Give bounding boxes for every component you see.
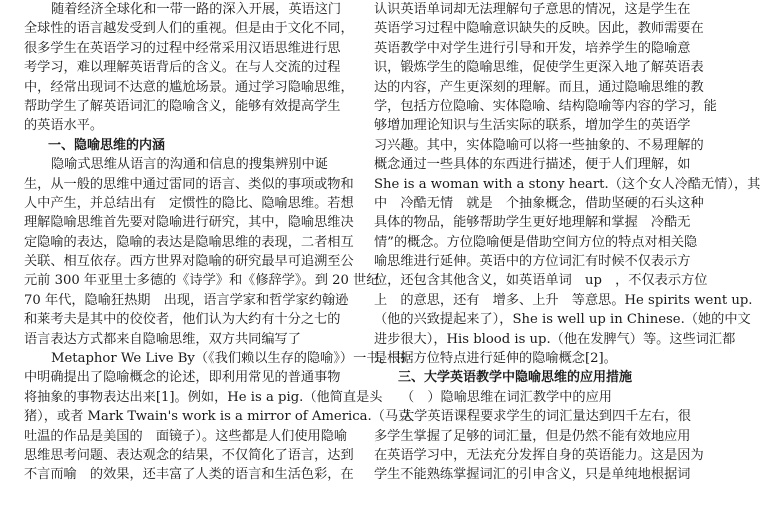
- paragraph-line: 定隐喻的表达，隐喻的表达是隐喻思维的表现，二者相互: [24, 234, 354, 250]
- paragraph-line: 英语学习过程中隐喻意识缺失的反映。因此，教师需要在: [374, 21, 704, 37]
- paragraph-line: 学，包括方位隐喻、实体隐喻、结构隐喻等内容的学习，能: [374, 98, 717, 114]
- paragraph-line: 将抽象的事物表达出来[1]。例如，He is a pig.（他简直是头: [24, 389, 383, 405]
- paragraph-line: 和莱考夫是其中的佼佼者，他们认为大约有十分之七的: [24, 312, 341, 328]
- paragraph-line: 是根据方位特点进行延伸的隐喻概念[2]。: [374, 351, 617, 367]
- paragraph-line: 中明确提出了隐喻概念的论述，即利用常见的普通事物: [24, 370, 341, 386]
- paragraph-line: 全球性的语言越发受到人们的重视。但是由于文化不同，: [24, 21, 354, 37]
- paragraph-line: 情”的概念。方位隐喻便是借助空间方位的特点对相关隐: [374, 234, 698, 250]
- paragraph-line: 学生不能熟练掌握词汇的引申含义，只是单纯地根据词: [374, 467, 691, 483]
- paragraph-line: 具体的物品，能够帮助学生更好地理解和掌握 冷酷无: [374, 215, 691, 231]
- paragraph-line: 思维思考问题、表达观念的结果，不仅简化了语言，达到: [24, 447, 354, 463]
- subsection-heading: （ ）隐喻思维在词汇教学中的应用: [401, 389, 612, 405]
- paragraph-line: 进步很大），His blood is up.（他在发脾气）等。这些词汇都: [374, 331, 736, 347]
- paragraph-line: （他的兴致提起来了），She is well up in Chinese.（她的中文: [374, 312, 751, 328]
- paragraph-line: 随着经济全球化和一带一路的深入开展，英语这门: [51, 2, 342, 17]
- left-column: [24, 0, 412, 485]
- paragraph-line: She is a woman with a stony heart.（这个女人冷酷无情），其: [374, 176, 760, 192]
- paragraph-line: 关联、相互依存。西方世界对隐喻的研究最早可追溯至公: [24, 254, 354, 270]
- paragraph-line: 不言而喻 的效果，还丰富了人类的语言和生活色彩，在: [24, 467, 354, 483]
- paragraph-line: 位，还包含其他含义，如英语单词 up ，不仅表示方位: [374, 273, 708, 289]
- paragraph-line: 认识英语单词却无法理解句子意思的情况，这是学生在: [374, 2, 691, 17]
- paragraph-line: 的英语水平。: [24, 118, 104, 134]
- paragraph-line: 习兴趣。其中，实体隐喻可以将一些抽象的、不易理解的: [374, 137, 704, 153]
- paragraph-line: 理解隐喻思维首先要对隐喻进行研究，其中，隐喻思维决: [24, 215, 354, 231]
- paragraph-line: 英语教学中对学生进行引导和开发，培养学生的隐喻意: [374, 40, 691, 56]
- paragraph-line: 多学生掌握了足够的词汇量，但是仍然不能有效地应用: [374, 428, 691, 444]
- paragraph-line: 很多学生在英语学习的过程中经常采用汉语思维进行思: [24, 40, 341, 56]
- paragraph-line: 上 的意思，还有 增多、上升 等意思。He spirits went up.: [374, 292, 753, 308]
- paragraph-line: 够增加理论知识与生活实际的联系，增加学生的英语学: [374, 118, 691, 134]
- paragraph-line: 喻思维进行延伸。英语中的方位词汇有时候不仅表示方: [374, 254, 691, 270]
- paragraph-line: 中 冷酷无情 就是 个抽象概念，借助坚硬的石头这种: [374, 195, 704, 211]
- paragraph-line: 达的内容，产生更深刻的理解。而且，通过隐喻思维的教: [374, 79, 704, 95]
- section-heading: 一、隐喻思维的内涵: [48, 137, 166, 153]
- paragraph-line: 在英语学习中，无法充分发挥自身的英语能力。这是因为: [374, 447, 704, 463]
- paragraph-line: 语言表达方式都来自隐喻思维，双方共同编写了: [24, 331, 301, 347]
- paragraph-line: 考学习，难以理解英语背后的含义。在与人交流的过程: [24, 60, 341, 76]
- paragraph-line: 大学英语课程要求学生的词汇量达到四千左右，很: [401, 409, 692, 425]
- paragraph-line: 隐喻式思维从语言的沟通和信息的搜集辨别中诞: [51, 157, 328, 173]
- paragraph-line: 帮助学生了解英语词汇的隐喻含义，能够有效提高学生: [24, 98, 341, 114]
- section-heading: 三、大学英语教学中隐喻思维的应用措施: [398, 370, 633, 386]
- paragraph-line: 70 年代，隐喻狂热期 出现，语言学家和哲学家约翰逊: [24, 292, 349, 308]
- paragraph-line: 识，锻炼学生的隐喻思维，促使学生更深入地了解英语表: [374, 60, 704, 76]
- paragraph-line: 元前 300 年亚里士多德的《诗学》和《修辞学》。到 20 世纪: [24, 273, 380, 289]
- paragraph-line: 人中产生，并总结出有 定惯性的隐比、隐喻思维。若想: [24, 195, 354, 211]
- paragraph-line: 猪），或者 Mark Twain's work is a mirror of America.（马克: [24, 409, 412, 425]
- paragraph-line: 中，经常出现词不达意的尴尬场景。通过学习隐喻思维，: [24, 79, 354, 95]
- paragraph-line: 生，从一般的思维中通过雷同的语言、类似的事项或物和: [24, 176, 354, 192]
- paragraph-line: 吐温的作品是美国的 面镜子）。这些都是人们使用隐喻: [24, 428, 348, 444]
- paragraph-line: 概念通过一些具体的东西进行描述，便于人们理解，如: [374, 157, 691, 173]
- right-column: [374, 0, 760, 485]
- paragraph-line: Metaphor We Live By（《我们赖以生存的隐喻》）一书。书: [51, 351, 406, 367]
